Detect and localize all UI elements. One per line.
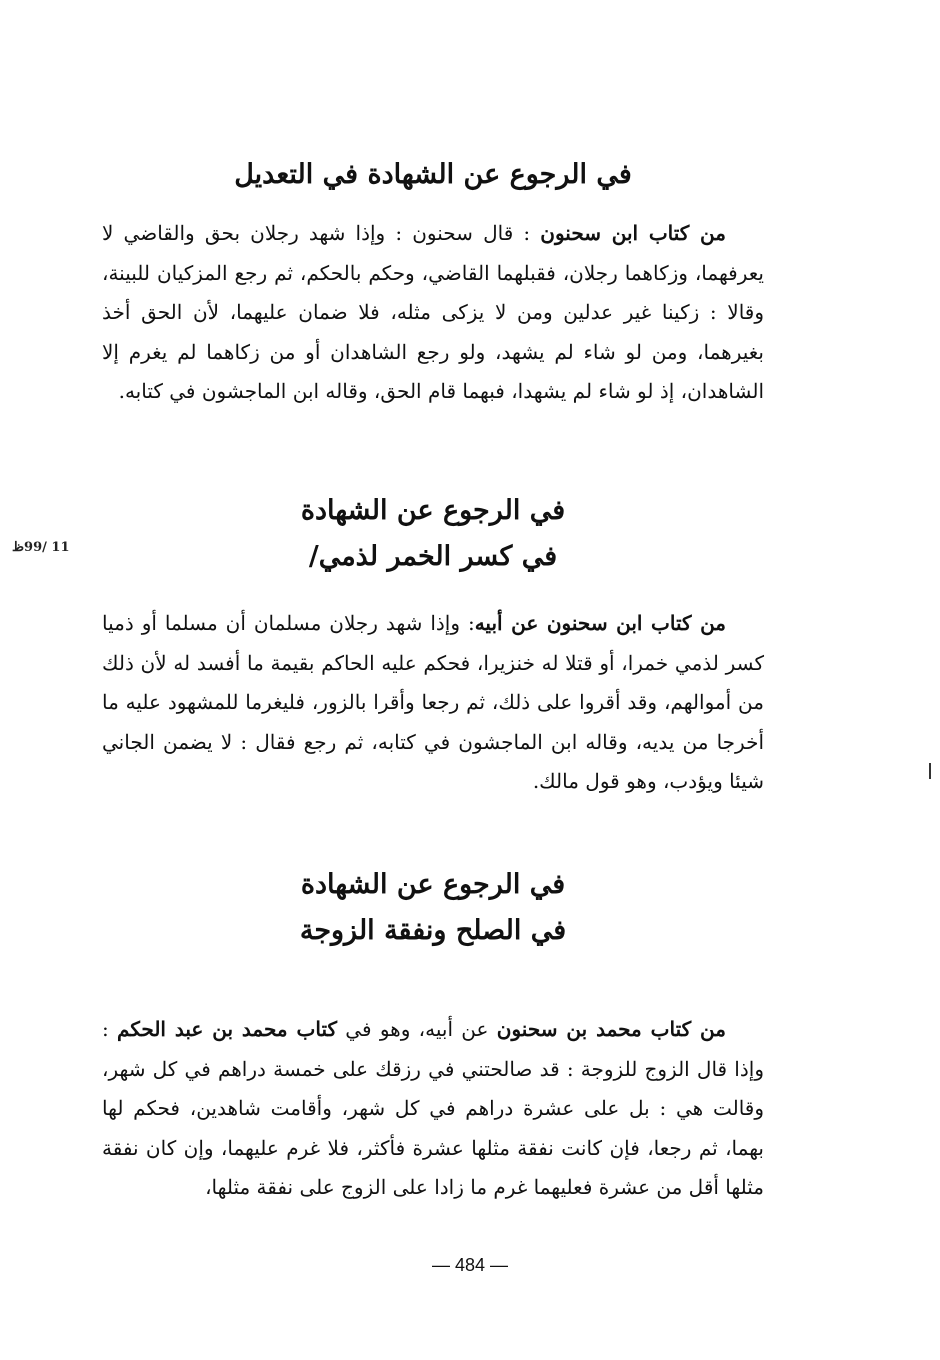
section-body-3 [102, 1010, 764, 1208]
paragraph-3-text: : وإذا قال الزوج للزوجة : قد صالحتني في رزقك على خمسة دراهم في كل شهر، وقالت هي : بل على عشرة دراهم في كل شهر، وأقامت شاهدين، فحكم لها بهما، ثم رجعا، فإن كانت نفقة مثلها عشرة فأكثر، فلا غرم عليهما، وإن كان نفقة مثلها أقل من عشرة فعليهما غرم ما زادا على الزوج على نفقة مثلها، [102, 1017, 765, 1199]
paragraph-3 [102, 1010, 764, 1208]
margin-tick-mark [929, 763, 931, 779]
paragraph-3-lead-2: كتاب محمد بن عبد الحكم [117, 1017, 337, 1041]
paragraph-1-lead: من كتاب ابن سحنون [540, 221, 726, 245]
page-number: — 484 — [431, 1255, 509, 1275]
paragraph-3-lead: من كتاب محمد بن سحنون [496, 1017, 726, 1041]
paragraph-2-lead: من كتاب ابن سحنون عن أبيه [474, 611, 727, 635]
manuscript-folio-note: 11 /99ظ [12, 540, 70, 555]
section-heading-1 [102, 152, 764, 198]
paragraph-3-mid-text: عن أبيه، وهو في [337, 1017, 497, 1041]
paragraph-1 [102, 214, 764, 412]
paragraph-1-text: : قال سحنون : وإذا شهد رجلان بحق والقاضي لا يعرفهما، وزكاهما رجلان، فقبلهما القاضي، وحكم بالحكم، ثم رجع المزكيان للبينة، وقالا : زكينا غير عدلين ومن لا يزكى مثله، فلا ضمان عليهما، لأن الحق أخذ بغيرهما، ومن لو شاء لم يشهد، ولو رجع الشاهدان أو من زكاهما لم يغرم إلا الشاهدان، إذ لو شاء لم يشهدا، فبهما قام الحق، وقاله ابن الماجشون في كتابه. [102, 221, 764, 403]
section-body-2 [102, 604, 764, 802]
paragraph-2 [102, 604, 764, 802]
section-body-1 [102, 214, 764, 412]
section-heading-3 [102, 862, 764, 954]
paragraph-2-text: : وإذا شهد رجلان مسلمان أن مسلما أو ذميا كسر لذمي خمرا، أو قتلا له خنزيرا، فحكم عليه الحاكم بقيمة ما أفسد له لأن ذلك من أموالهم، وقد أقروا على ذلك، ثم رجعا وأقرا بالزور، فليغرما للمشهود عليه ما أخرجا من يديه، وقاله ابن الماجشون في كتابه، ثم رجع فقال : لا يضمن الجاني شيئا ويؤدب، وهو قول مالك. [102, 611, 764, 793]
section-heading-3-line-1: في الرجوع عن الشهادة [300, 869, 566, 900]
section-heading-2 [102, 488, 764, 580]
section-heading-2-line-2: في كسر الخمر لذمي/ [308, 541, 558, 572]
section-heading-1-line-1: في الرجوع عن الشهادة في التعديل [234, 159, 632, 190]
section-heading-2-line-1: في الرجوع عن الشهادة [300, 495, 566, 526]
section-heading-3-line-2: في الصلح ونفقة الزوجة [299, 915, 567, 946]
